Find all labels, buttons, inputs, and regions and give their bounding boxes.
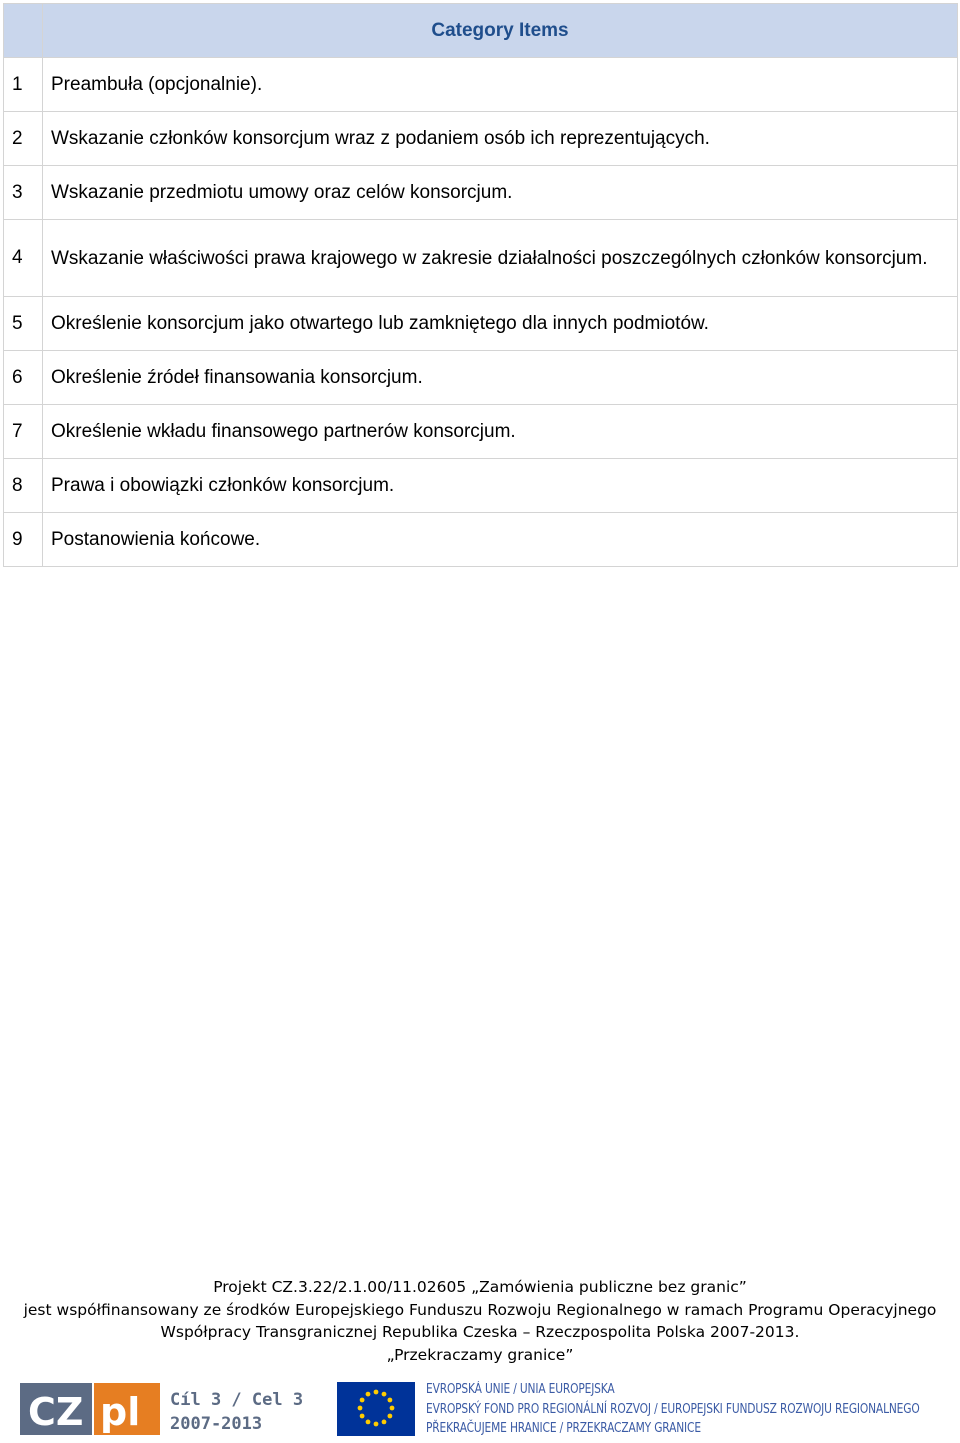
table-row	[4, 351, 958, 405]
table-row	[4, 166, 958, 220]
row-number: 9	[4, 513, 43, 567]
table-row	[4, 297, 958, 351]
table-row	[4, 58, 958, 112]
eu-line-1: EVROPSKÁ UNIE / UNIA EUROPEJSKA	[426, 1382, 615, 1397]
row-text: Preambuła (opcjonalnie).	[43, 58, 958, 112]
footer-line-1: Projekt CZ.3.22/2.1.00/11.02605 „Zamówienia publiczne bez granic”	[213, 1278, 747, 1296]
row-text: Określenie konsorcjum jako otwartego lub zamkniętego dla innych podmiotów.	[43, 297, 958, 351]
czpl-cil-text: Cíl 3 / Cel 3	[170, 1390, 304, 1410]
row-number: 1	[4, 58, 43, 112]
row-number: 4	[4, 220, 43, 297]
table-row	[4, 405, 958, 459]
row-text: Określenie źródeł finansowania konsorcjum.	[43, 351, 958, 405]
row-number: 8	[4, 459, 43, 513]
table-row	[4, 112, 958, 166]
row-number: 5	[4, 297, 43, 351]
footer-line-4: „Przekraczamy granice”	[386, 1345, 574, 1364]
row-text: Wskazanie członków konsorcjum wraz z podaniem osób ich reprezentujących.	[43, 112, 958, 166]
row-text: Prawa i obowiązki członków konsorcjum.	[43, 459, 958, 513]
table-row	[4, 513, 958, 567]
czpl-program-logo	[20, 1383, 304, 1435]
row-text: Określenie wkładu finansowego partnerów konsorcjum.	[43, 405, 958, 459]
eu-line-2: EVROPSKÝ FOND PRO REGIONÁLNÍ ROZVOJ / EUROPEJSKI FUNDUSZ ROZWOJU REGIONALNEGO	[426, 1401, 920, 1417]
row-number: 2	[4, 112, 43, 166]
eu-flag-icon	[337, 1382, 415, 1436]
row-number: 6	[4, 351, 43, 405]
category-items-table	[3, 3, 958, 567]
header-num-cell	[4, 4, 43, 58]
czpl-pl-text: pl	[100, 1390, 141, 1434]
table-row	[4, 459, 958, 513]
project-footer	[0, 1276, 960, 1366]
eu-fund-text	[426, 1380, 920, 1439]
row-text: Wskazanie przedmiotu umowy oraz celów konsorcjum.	[43, 166, 958, 220]
row-number: 7	[4, 405, 43, 459]
czpl-years-text: 2007-2013	[170, 1414, 263, 1434]
czpl-cz-text: CZ	[28, 1390, 84, 1434]
table-row	[4, 220, 958, 297]
row-number: 3	[4, 166, 43, 220]
footer-line-3: Współpracy Transgranicznej Republika Czeska – Rzeczpospolita Polska 2007-2013.	[160, 1323, 800, 1341]
row-text: Wskazanie właściwości prawa krajowego w zakresie działalności poszczególnych członków konsorcjum.	[43, 220, 958, 297]
row-text: Postanowienia końcowe.	[43, 513, 958, 567]
funding-logos	[0, 1378, 960, 1440]
footer-line-2: jest współfinansowany ze środków Europejskiego Funduszu Rozwoju Regionalnego w ramach Programu Operacyjnego	[23, 1300, 937, 1319]
table-header: Category Items	[43, 4, 958, 58]
eu-line-3: PŘEKRAČUJEME HRANICE / PRZEKRACZAMY GRANICE	[426, 1421, 701, 1436]
